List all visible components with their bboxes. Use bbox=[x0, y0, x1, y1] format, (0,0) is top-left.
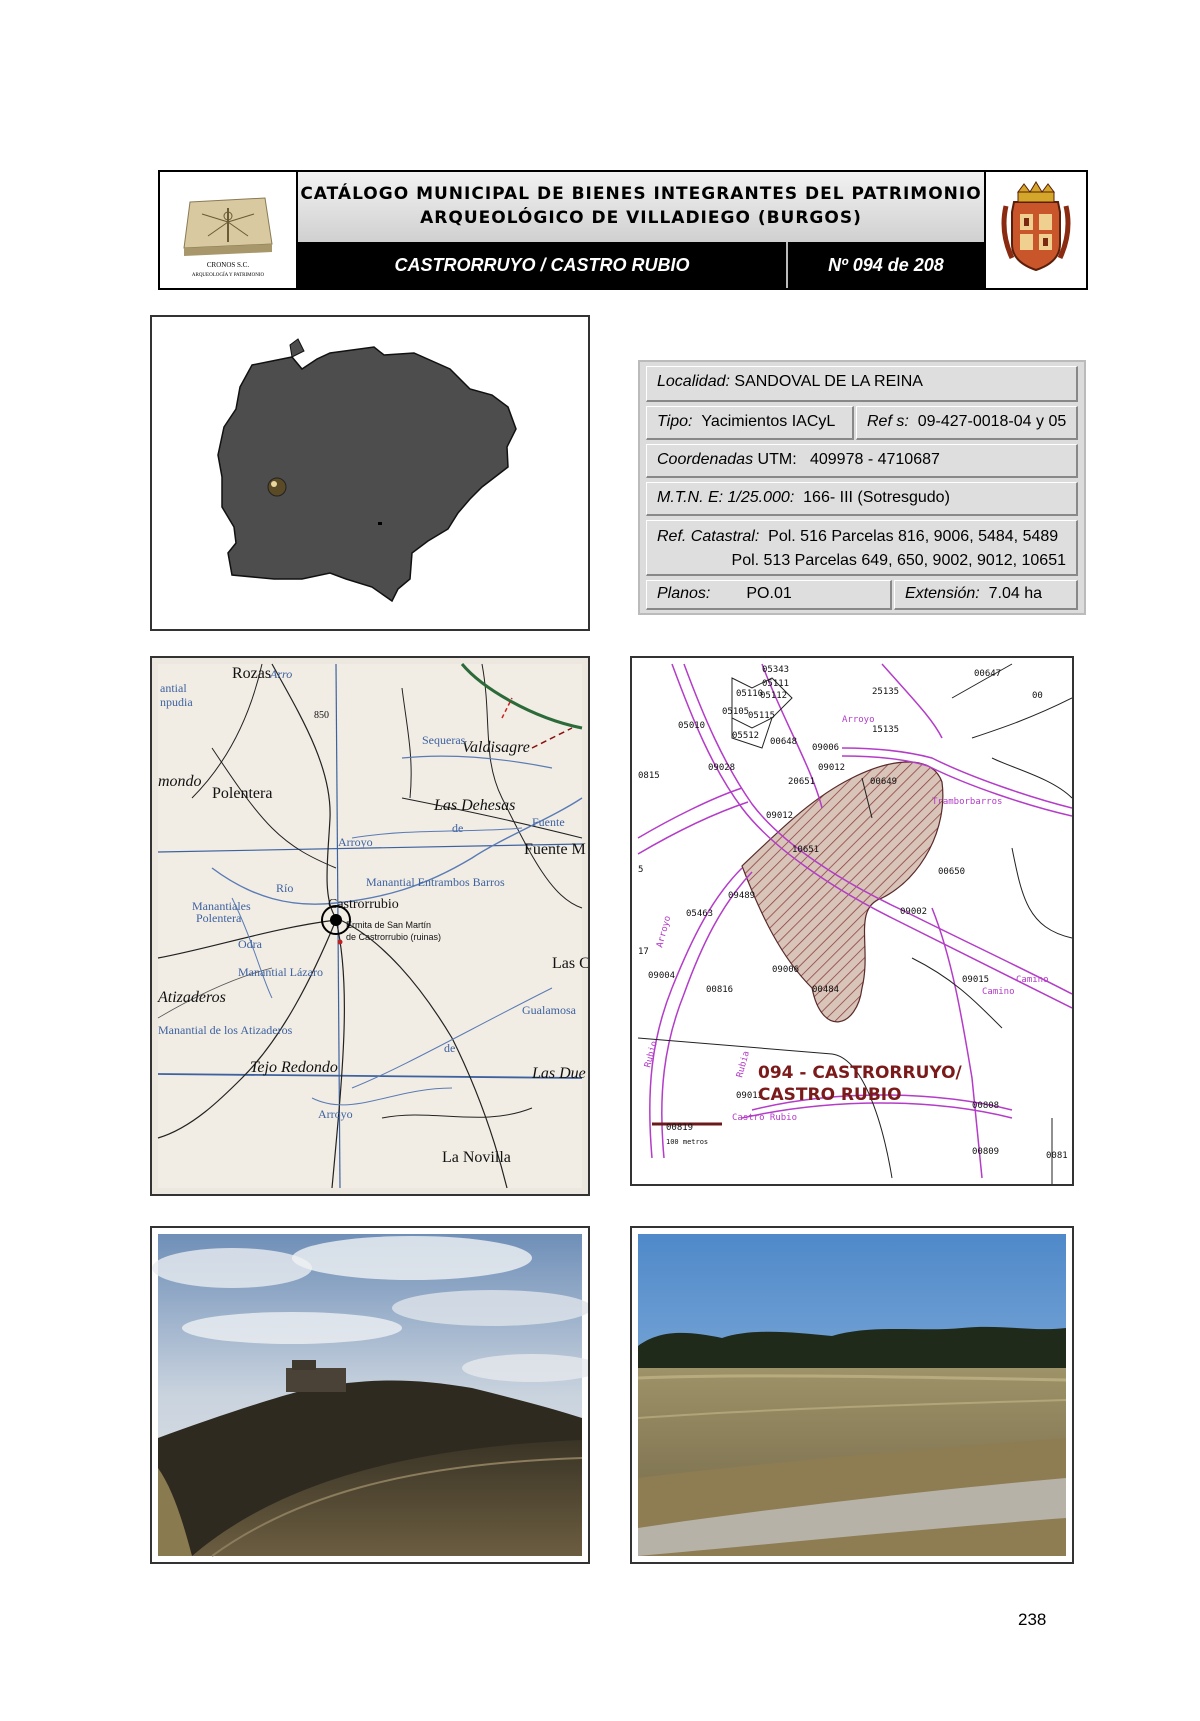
parcel-label: 0815 bbox=[638, 771, 660, 781]
topographic-map-drawing bbox=[152, 658, 588, 1194]
page-number: 238 bbox=[1018, 1610, 1047, 1629]
site-info-panel bbox=[638, 360, 1086, 615]
parcel-label: 09015 bbox=[962, 975, 990, 985]
parcel-label: 00649 bbox=[870, 777, 898, 787]
topo-label: mondo bbox=[158, 773, 202, 790]
parcel-label: 00648 bbox=[770, 737, 798, 747]
municipality-silhouette bbox=[152, 317, 588, 629]
topo-label: 850 bbox=[314, 710, 329, 721]
title-band bbox=[298, 172, 984, 242]
topographic-map bbox=[150, 656, 590, 1196]
extension-value: 7.04 ha bbox=[988, 585, 1042, 602]
landscape-photo-2 bbox=[632, 1228, 1072, 1562]
localidad-label: Localidad: bbox=[657, 373, 730, 390]
photo-hill-ruins bbox=[150, 1226, 590, 1564]
logo-text-2: ARQUEOLOGÍA Y PATRIMONIO bbox=[191, 273, 265, 278]
parcel-label: Arroyo bbox=[655, 914, 674, 949]
topo-label: Manantial Entrambos Barros bbox=[366, 875, 505, 889]
topo-label: de Castrorrubio (ruinas) bbox=[346, 932, 442, 942]
coords-utm: UTM: bbox=[757, 451, 797, 468]
topo-label: Tejo Redondo bbox=[250, 1059, 338, 1076]
coords-value: 409978 - 4710687 bbox=[809, 451, 940, 468]
topo-label: Manantial Lázaro bbox=[238, 965, 323, 979]
topo-label: Las C bbox=[552, 955, 588, 972]
parcel-label: 05512 bbox=[732, 731, 760, 741]
coords-label: Coordenadas bbox=[657, 451, 754, 468]
topo-label: antial bbox=[160, 681, 187, 695]
cadastral-map bbox=[630, 656, 1074, 1186]
municipality-location-map bbox=[150, 315, 590, 631]
parcel-label: 00816 bbox=[706, 985, 734, 995]
topo-label: Castrorrubio bbox=[328, 897, 399, 912]
planos-value: PO.01 bbox=[746, 585, 792, 602]
topo-label: Fuente bbox=[532, 815, 565, 829]
catastral-line-1: Pol. 516 Parcelas 816, 9006, 5484, 5489 bbox=[768, 528, 1059, 545]
coat-of-arms-icon bbox=[986, 172, 1086, 288]
parcel-label: 00650 bbox=[938, 867, 966, 877]
topo-label: Las Dehesas bbox=[434, 797, 516, 814]
topo-label: Fuente M bbox=[524, 841, 586, 858]
parcel-label: Camino bbox=[1016, 975, 1049, 985]
parcel-label: Rubia bbox=[735, 1050, 752, 1079]
parcel-label: 09028 bbox=[708, 763, 736, 773]
title-line-1: CATÁLOGO MUNICIPAL DE BIENES INTEGRANTES DEL PATRIMONIO bbox=[300, 184, 982, 204]
parcel-label: 15135 bbox=[872, 725, 900, 735]
sundial-logo-icon bbox=[160, 172, 296, 288]
parcel-label: 09012 bbox=[818, 763, 846, 773]
topo-label: Polentera bbox=[212, 785, 273, 802]
planos-cell bbox=[646, 580, 892, 610]
refs-value: 09-427-0018-04 y 05 bbox=[917, 413, 1067, 430]
cronos-logo bbox=[160, 172, 298, 288]
tipo-value: Yacimientos IACyL bbox=[701, 413, 836, 430]
parcel-label: 05112 bbox=[760, 691, 788, 701]
parcel-label: Tramborbarros bbox=[932, 797, 1003, 807]
parcel-label: 00 bbox=[1032, 691, 1043, 701]
topo-label: Manantial de los Atizaderos bbox=[158, 1023, 293, 1037]
parcel-label: 09006 bbox=[812, 743, 840, 753]
extension-cell bbox=[894, 580, 1078, 610]
record-number: Nº 094 de 208 bbox=[828, 255, 944, 275]
topo-label: Las Due bbox=[532, 1065, 586, 1082]
topo-label: Valdisagre bbox=[462, 739, 530, 756]
topo-label: de bbox=[444, 1041, 456, 1055]
topo-label: La Novilla bbox=[442, 1149, 511, 1166]
localidad-row bbox=[646, 366, 1078, 402]
parcel-label: 09013 bbox=[736, 1091, 764, 1101]
parcel-label: 20651 bbox=[788, 777, 816, 787]
parcel-label: 09012 bbox=[766, 811, 794, 821]
villadiego-coat-of-arms bbox=[984, 172, 1086, 288]
parcel-label: 05110 bbox=[736, 689, 764, 699]
coordinates-row bbox=[646, 444, 1078, 478]
topo-label: Río bbox=[276, 881, 294, 895]
landscape-photo-1 bbox=[152, 1228, 588, 1562]
scale-label: 100 metros bbox=[666, 1138, 709, 1146]
parcel-label: Arroyo bbox=[842, 715, 875, 725]
parcel-label: 05343 bbox=[762, 665, 790, 675]
parcel-label: 00484 bbox=[812, 985, 840, 995]
parcel-label: 00819 bbox=[666, 1123, 694, 1133]
site-label-line-2: CASTRO RUBIO bbox=[758, 1085, 902, 1105]
tipo-label: Tipo: bbox=[657, 413, 693, 430]
parcel-label: 00808 bbox=[972, 1101, 1000, 1111]
parcel-label: 09489 bbox=[728, 891, 756, 901]
tipo-cell bbox=[646, 406, 854, 440]
mtn-row bbox=[646, 482, 1078, 516]
parcel-label: 5 bbox=[638, 865, 644, 875]
localidad-value: SANDOVAL DE LA REINA bbox=[734, 373, 923, 390]
mtn-value: 166- III (Sotresgudo) bbox=[803, 489, 950, 506]
topo-label: npudia bbox=[160, 695, 193, 709]
logo-text-1: CRONOS S.C. bbox=[206, 261, 250, 269]
refs-cell bbox=[856, 406, 1078, 440]
topo-label: Arroyo bbox=[318, 1107, 353, 1121]
refs-label: Ref s: bbox=[867, 413, 909, 430]
parcel-label: Castro Rubio bbox=[732, 1113, 798, 1123]
parcel-label: 10651 bbox=[792, 845, 820, 855]
parcel-label: 05463 bbox=[686, 909, 714, 919]
parcel-label: 00809 bbox=[972, 1147, 1000, 1157]
topo-label: Arro bbox=[270, 667, 293, 681]
catastral-label: Ref. Catastral: bbox=[657, 528, 760, 545]
title-line-2: ARQUEOLÓGICO DE VILLADIEGO (BURGOS) bbox=[420, 208, 862, 228]
topo-label: Odra bbox=[238, 937, 262, 951]
catalog-header bbox=[158, 170, 1088, 290]
topo-label: Ermita de San Martín bbox=[346, 920, 432, 930]
topo-label: Manantiales bbox=[192, 899, 251, 913]
catastral-row bbox=[646, 520, 1078, 576]
parcel-label: 0081 bbox=[1046, 1151, 1068, 1161]
parcel-label: Rubio bbox=[643, 1040, 660, 1069]
mtn-label: M.T.N. E: 1/25.000: bbox=[657, 489, 795, 506]
photo-field-trees bbox=[630, 1226, 1074, 1564]
parcel-label: 05111 bbox=[762, 679, 790, 689]
subtitle-band bbox=[298, 242, 984, 288]
topo-label: Rozas bbox=[232, 665, 272, 682]
topo-label: Arroyo bbox=[338, 835, 373, 849]
parcel-label: 00647 bbox=[974, 669, 1002, 679]
topo-label: Polentera bbox=[196, 911, 242, 925]
topo-label: Sequeras bbox=[422, 733, 466, 747]
topo-label: de bbox=[452, 821, 464, 835]
parcel-label: 25135 bbox=[872, 687, 900, 697]
site-label-line-1: 094 - CASTRORRUYO/ bbox=[758, 1063, 962, 1083]
parcel-label: 05010 bbox=[678, 721, 706, 731]
parcel-label: 17 bbox=[638, 947, 649, 957]
extension-label: Extensión: bbox=[905, 585, 980, 602]
topo-label: Gualamosa bbox=[522, 1003, 576, 1017]
site-name: CASTRORRUYO / CASTRO RUBIO bbox=[394, 255, 690, 275]
parcel-label: 05115 bbox=[748, 711, 776, 721]
parcel-label: Camino bbox=[982, 987, 1015, 997]
parcel-label: 09004 bbox=[648, 971, 676, 981]
planos-label: Planos: bbox=[657, 585, 711, 602]
parcel-label: 05105 bbox=[722, 707, 750, 717]
cadastral-map-drawing bbox=[632, 658, 1072, 1184]
parcel-label: 09006 bbox=[772, 965, 800, 975]
topo-label: Atizaderos bbox=[158, 989, 226, 1006]
catastral-line-2: Pol. 513 Parcelas 649, 650, 9002, 9012, 10651 bbox=[731, 552, 1066, 569]
parcel-label: 09002 bbox=[900, 907, 928, 917]
